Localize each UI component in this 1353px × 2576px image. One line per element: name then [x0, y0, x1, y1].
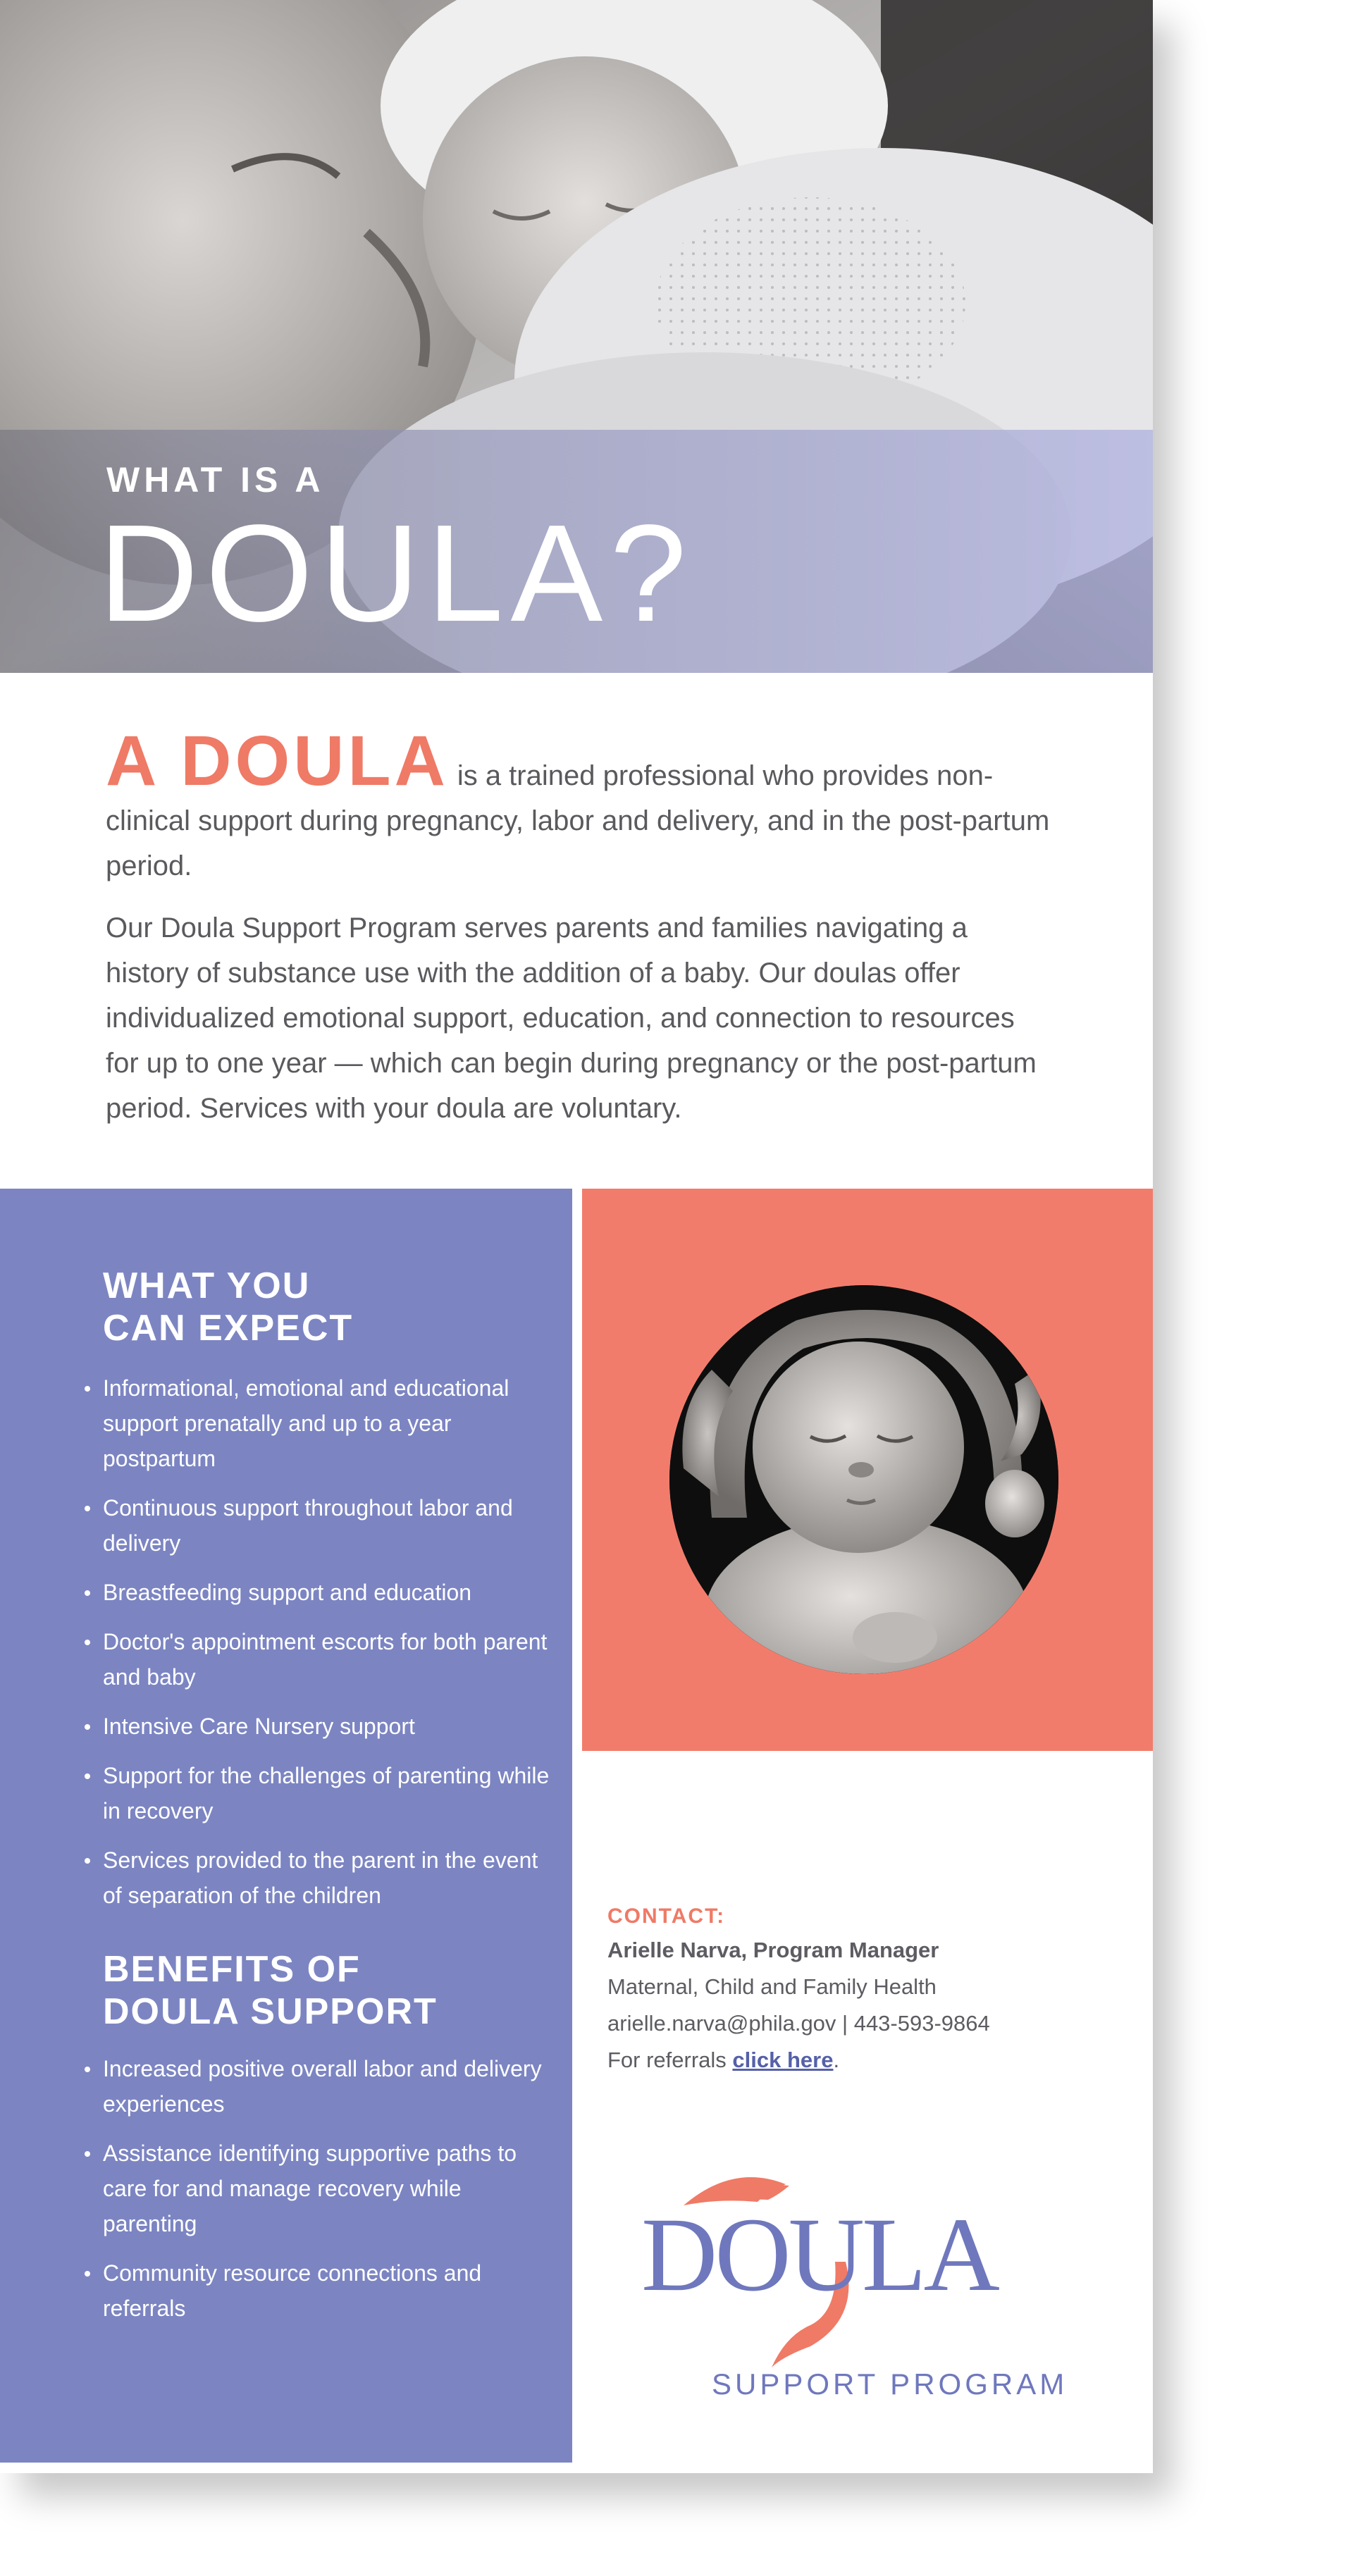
list-item: Breastfeeding support and education [103, 1575, 554, 1610]
benefits-heading-line1: BENEFITS OF [103, 1949, 361, 1990]
list-item: Intensive Care Nursery support [103, 1709, 554, 1744]
intro-definition [106, 722, 1050, 888]
benefits-list [103, 2051, 554, 2340]
hero-title: DOULA? [99, 496, 694, 650]
list-item: Community resource connections and referrals [103, 2255, 554, 2326]
referral-suffix: . [833, 2048, 840, 2072]
logo-wordmark: DOULA [641, 2196, 997, 2313]
list-item: Continuous support throughout labor and delivery [103, 1490, 554, 1561]
intro-paragraph: Our Doula Support Program serves parents and families navigating a history of substance use with the addition of a baby. Our doulas offer individualized emotional support, education, and connection to resources for up to one year — which can begin during pregnancy or the post-partum period. Services with your doula are voluntary. [106, 912, 1037, 1124]
contact-email-phone: arielle.narva@phila.gov | 443-593-9864 [607, 2011, 990, 2036]
doula-support-program-logo [634, 2156, 1071, 2417]
referral-prefix: For referrals [607, 2048, 733, 2072]
benefits-heading [103, 1948, 438, 2033]
list-item: Assistance identifying supportive paths to care for and manage recovery while parenting [103, 2136, 554, 2241]
list-item: Informational, emotional and educational support prenatally and up to a year postpartum [103, 1370, 554, 1476]
photo-panel [582, 1189, 1153, 1751]
intro-lead-word: A DOULA [106, 722, 449, 800]
list-item: Increased positive overall labor and delivery experiences [103, 2051, 554, 2122]
expectations-column [0, 1189, 572, 2463]
intro-lead-rest: is a trained professional who provides non-clinical support during pregnancy, labor and delivery, and in the post-partum period. [106, 760, 1050, 881]
contact-department: Maternal, Child and Family Health [607, 1974, 937, 1999]
contact-referral [607, 2042, 1129, 2079]
logo-subtitle: SUPPORT PROGRAM [712, 2367, 1068, 2401]
baby-in-hands-image [669, 1285, 1058, 1674]
contact-block [607, 1901, 1129, 2079]
expect-heading-line1: WHAT YOU [103, 1265, 311, 1306]
referral-link[interactable]: click here [732, 2048, 834, 2072]
expect-heading [103, 1265, 353, 1349]
expect-heading-line2: CAN EXPECT [103, 1308, 354, 1349]
intro-section [106, 722, 1050, 1131]
baby-photo [669, 1285, 1058, 1674]
contact-label: CONTACT: [607, 1905, 726, 1928]
contact-name: Arielle Narva, Program Manager [607, 1938, 939, 1962]
expect-list [103, 1370, 554, 1927]
list-item: Support for the challenges of parenting while in recovery [103, 1758, 554, 1828]
hero-section [0, 0, 1153, 673]
benefits-heading-line2: DOULA SUPPORT [103, 1991, 438, 2032]
list-item: Services provided to the parent in the event of separation of the children [103, 1843, 554, 1913]
hero-kicker: WHAT IS A [106, 460, 325, 500]
list-item: Doctor's appointment escorts for both parent and baby [103, 1624, 554, 1695]
